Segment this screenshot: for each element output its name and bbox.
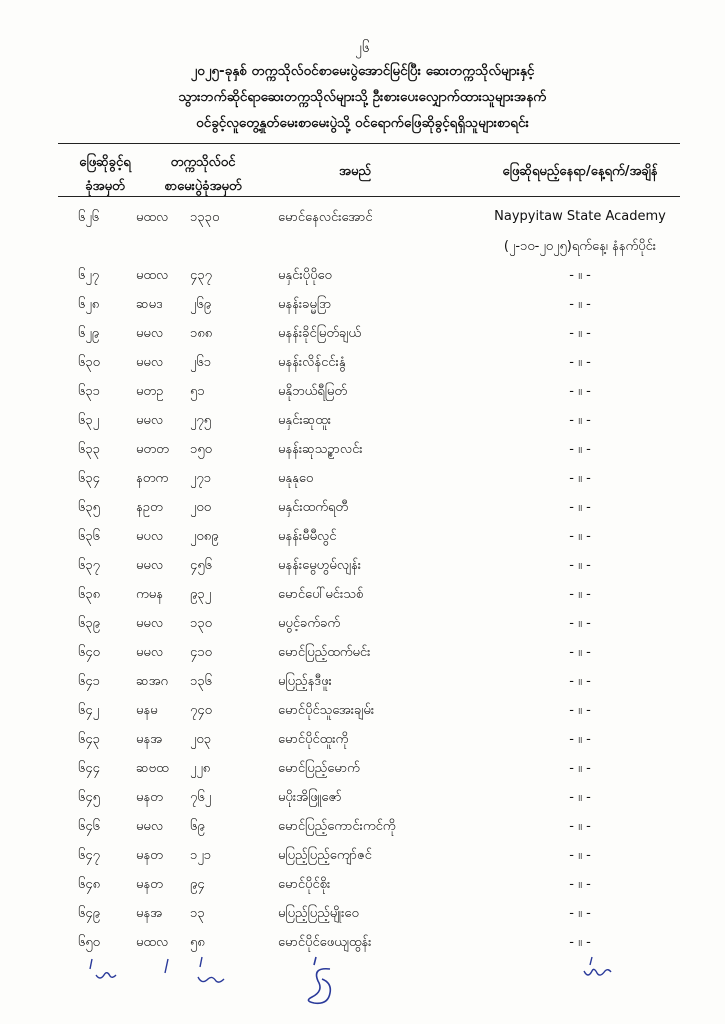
table-row — [0, 698, 725, 727]
exam-place-ditto: - ။ - — [569, 906, 591, 921]
candidate-name: မနန်းမီမီလွင် — [278, 529, 337, 544]
header-seat-no-line2: ခုံအမှတ် — [85, 179, 125, 194]
candidate-name: မပြည့်ပြည့်ကျော်ဇင် — [278, 848, 372, 863]
seat-number: ၆၄၀ — [78, 645, 100, 660]
candidate-name: မနှင်းဆုထူး — [278, 413, 332, 428]
exam-roll-number: ၂၂၈ — [190, 761, 211, 776]
seat-number: ၆၃၃ — [78, 442, 100, 457]
title-line-1: ၂၀၂၅-ခုနှစ် တက္ကသိုလ်ဝင်စာမေးပွဲအောင်မြင်ပြီး ဆေးတက္ကသိုလ်များနှင့် — [190, 63, 535, 79]
table-body — [0, 205, 725, 959]
exam-roll-number: ၉၃၂ — [190, 587, 212, 602]
exam-place-ditto: - ။ - — [569, 761, 591, 776]
seat-number: ၆၄၃ — [78, 732, 100, 747]
header-name: အမည် — [339, 164, 371, 179]
header-exam-roll-line2: စာမေးပွဲခုံအမှတ် — [164, 179, 242, 194]
seat-number: ၆၅၀ — [78, 935, 100, 950]
table-row — [0, 379, 725, 408]
candidate-name: မောင်ပြည့်ထက်မင်း — [278, 645, 371, 660]
seat-number: ၆၂၆ — [78, 210, 100, 225]
candidate-name: မောင်ပြည့်မောက် — [278, 761, 360, 776]
seat-number: ၆၃၈ — [78, 587, 101, 602]
table-row — [0, 524, 725, 553]
exam-center-code: ဆမဒ — [136, 297, 163, 312]
exam-center-code: ကမန — [136, 587, 163, 602]
table-row — [0, 901, 725, 930]
candidate-name: မောင်ပိုင်သူအေးချမ်း — [278, 703, 375, 718]
table-row — [0, 408, 725, 437]
exam-place-ditto: - ။ - — [569, 848, 591, 863]
exam-center-code: မမလ — [136, 413, 164, 428]
seat-number: ၆၄၅ — [78, 790, 100, 805]
seat-number: ၆၃၁ — [78, 384, 100, 399]
exam-place-ditto: - ။ - — [569, 558, 591, 573]
exam-center-code: မမလ — [136, 326, 164, 341]
seat-number: ၆၃၉ — [78, 616, 100, 631]
exam-center-code: မပလ — [136, 529, 164, 544]
table-row — [0, 263, 725, 292]
exam-center-code: မနမ — [136, 703, 158, 718]
exam-roll-number: ၆၉ — [190, 819, 205, 834]
seat-number: ၆၂၉ — [78, 326, 100, 341]
signature-1 — [86, 955, 126, 985]
table-header-rule — [58, 196, 680, 197]
exam-roll-number: ၂၀၈၉ — [190, 529, 219, 544]
title-line-2: သွားဘက်ဆိုင်ရာဆေးတက္ကသိုလ်များသို့ ဦးစားပေးလျှောက်ထားသူများအနက် — [178, 89, 547, 105]
table-row — [0, 727, 725, 756]
table-row — [0, 785, 725, 814]
exam-center-code: မနတ — [136, 790, 163, 805]
exam-roll-number: ၁၂၁ — [190, 848, 212, 863]
candidate-name: မပြည့်ပြည့်မျိုးဝေ — [278, 906, 359, 921]
seat-number: ၆၂၇ — [78, 268, 100, 283]
exam-center-code: မထလ — [136, 210, 169, 225]
exam-roll-number: ၂၀၀ — [190, 500, 212, 515]
seat-number: ၆၃၂ — [78, 413, 100, 428]
exam-roll-number: ၁၈၈ — [190, 326, 213, 341]
exam-roll-number: ၂၆၉ — [190, 297, 212, 312]
exam-roll-number: ၄၃၇ — [190, 268, 212, 283]
seat-number: ၆၄၆ — [78, 819, 100, 834]
exam-place-ditto: - ။ - — [569, 355, 591, 370]
exam-center-code: မတဥ — [136, 384, 164, 399]
seat-number: ၆၄၂ — [78, 703, 100, 718]
exam-place-ditto: - ။ - — [569, 297, 591, 312]
seat-number: ၆၄၁ — [78, 674, 100, 689]
table-row — [0, 321, 725, 350]
candidate-name: မပိုးအိဖြူဇော် — [278, 790, 342, 805]
candidate-name: မောင်ပိုင်ဖေယျထွန်း — [278, 935, 372, 950]
exam-roll-number: ၂၀၃ — [190, 732, 212, 747]
header-exam-roll — [138, 151, 268, 199]
seat-number: ၆၃၆ — [78, 529, 100, 544]
exam-roll-number: ၂၇၁ — [190, 471, 212, 486]
signature-5 — [580, 955, 620, 985]
exam-place-ditto: - ။ - — [569, 703, 591, 718]
table-row — [0, 756, 725, 785]
table-row — [0, 582, 725, 611]
exam-place-ditto: - ။ - — [569, 819, 591, 834]
exam-place-ditto: - ။ - — [569, 326, 591, 341]
header-place: ဖြေဆိုရမည့်နေရာ/နေ့ရက်/အချိန် — [502, 164, 658, 179]
candidate-name: မနန်းဆုသဥ္စာလင်း — [278, 442, 363, 457]
candidate-name: မောင်နေလင်းအောင် — [278, 210, 373, 225]
exam-center-code: မမလ — [136, 645, 164, 660]
page-number: ၂၆ — [355, 40, 370, 56]
candidate-name: မောင်ပေါ်မင်းသစ် — [278, 587, 364, 602]
table-top-rule — [58, 143, 680, 144]
exam-place-ditto: - ။ - — [569, 442, 591, 457]
candidate-name: မနှင်းပိုပိုဝေ — [278, 268, 332, 283]
table-row — [0, 814, 725, 843]
exam-place-ditto: - ။ - — [569, 616, 591, 631]
exam-center-code: မတတ — [136, 442, 169, 457]
candidate-name: မပြည့်နဒီဖူး — [278, 674, 332, 689]
exam-place-ditto: - ။ - — [569, 471, 591, 486]
seat-number: ၆၄၈ — [78, 877, 101, 892]
exam-place-ditto: - ။ - — [569, 384, 591, 399]
exam-roll-number: ၁၃၃၀ — [190, 210, 220, 225]
exam-roll-number: ၁၃၀ — [190, 616, 212, 631]
seat-number: ၆၄၉ — [78, 906, 100, 921]
candidate-name: မောင်ပိုင်စိုး — [278, 877, 331, 892]
exam-place-ditto: - ။ - — [569, 500, 591, 515]
exam-roll-number: ၁၅၀ — [190, 442, 212, 457]
exam-center-code: မထလ — [136, 268, 169, 283]
signature-3 — [192, 955, 232, 989]
table-row — [0, 669, 725, 698]
table-row — [0, 437, 725, 466]
exam-place-ditto: - ။ - — [569, 732, 591, 747]
table-row — [0, 205, 725, 263]
exam-center-code: မမလ — [136, 616, 164, 631]
exam-date-time: (၂-၁၀-၂၀၂၅)ရက်နေ့၊ နံနက်ပိုင်း — [503, 239, 657, 254]
seat-number: ၆၃၅ — [78, 500, 100, 515]
exam-place: Naypyitaw State Academy — [494, 209, 666, 224]
exam-place-ditto: - ။ - — [569, 935, 591, 950]
candidate-name: မနန်းခမ္မဒြာ — [278, 297, 332, 312]
candidate-name: မောင်ပိုင်ထူးကို — [278, 732, 349, 747]
exam-place-ditto: - ။ - — [569, 877, 591, 892]
exam-center-code: မနအ — [136, 732, 163, 747]
table-row — [0, 350, 725, 379]
signature-4 — [300, 955, 350, 1005]
table-row — [0, 872, 725, 901]
table-row — [0, 640, 725, 669]
exam-center-code: ဆအဂ — [136, 674, 168, 689]
exam-center-code: မနတ — [136, 877, 163, 892]
exam-roll-number: ၇၄၀ — [190, 703, 212, 718]
exam-roll-number: ၄၅၆ — [190, 558, 212, 573]
exam-place-ditto: - ။ - — [569, 413, 591, 428]
seat-number: ၆၂၈ — [78, 297, 100, 312]
exam-roll-number: ၂၆၁ — [190, 355, 212, 370]
exam-roll-number: ၄၁၀ — [190, 645, 212, 660]
seat-number: ၆၃၄ — [78, 471, 100, 486]
title-line-3: ဝင်ခွင့်လူတွေ့နှုတ်မေးစာမေးပွဲသို့ ဝင်ရောက်ဖြေဆိုခွင့်ရရှိသူများစာရင်း — [196, 115, 529, 131]
exam-center-code: မမလ — [136, 355, 164, 370]
exam-roll-number: ၂၇၅ — [190, 413, 212, 428]
signature-2 — [160, 955, 174, 979]
exam-center-code: မမလ — [136, 558, 164, 573]
exam-place-ditto: - ။ - — [569, 529, 591, 544]
exam-roll-number: ၅၈ — [190, 935, 205, 950]
header-seat-no — [60, 151, 150, 199]
seat-number: ၆၄၄ — [78, 761, 100, 776]
exam-place-ditto: - ။ - — [569, 268, 591, 283]
table-row — [0, 611, 725, 640]
candidate-name: မနှင်းထက်ရတီ — [278, 500, 349, 515]
table-row — [0, 843, 725, 872]
table-row — [0, 553, 725, 582]
signatures — [0, 955, 725, 1015]
candidate-name: မနန်းလိန်ငင်းနွံ — [278, 355, 346, 370]
header-exam-roll-line1: တက္ကသိုလ်ဝင် — [170, 155, 236, 170]
candidate-name: မနန်းခိုင်မြတ်ချယ် — [278, 326, 361, 341]
exam-center-code: မနအ — [136, 906, 163, 921]
candidate-name: မပွင့်ခက်ခက် — [278, 616, 341, 631]
exam-roll-number: ၁၃ — [190, 906, 205, 921]
exam-center-code: မထလ — [136, 935, 169, 950]
table-row — [0, 292, 725, 321]
exam-place-ditto: - ။ - — [569, 790, 591, 805]
exam-place-ditto: - ။ - — [569, 587, 591, 602]
candidate-name: မနန်းမွေဟွမ်လျန်း — [278, 558, 362, 573]
exam-place-ditto: - ။ - — [569, 645, 591, 660]
candidate-name: မနိုဘယ်ရီမြတ် — [278, 384, 348, 399]
header-seat-no-line1: ဖြေဆိုခွင့်ရ — [79, 155, 131, 170]
exam-roll-number: ၉၄ — [190, 877, 205, 892]
candidate-name: မောင်ပြည့်ကောင်းကင်ကို — [278, 819, 396, 834]
table-row — [0, 466, 725, 495]
seat-number: ၆၃၇ — [78, 558, 100, 573]
seat-number: ၆၄၇ — [78, 848, 100, 863]
exam-center-code: ဆဗထ — [136, 761, 169, 776]
exam-place-ditto: - ။ - — [569, 674, 591, 689]
candidate-name: မနုနုဝေ — [278, 471, 314, 486]
exam-center-code: မနတ — [136, 848, 163, 863]
exam-roll-number: ၁၃၆ — [190, 674, 212, 689]
seat-number: ၆၃၀ — [78, 355, 100, 370]
table-row — [0, 495, 725, 524]
exam-center-code: မမလ — [136, 819, 164, 834]
exam-roll-number: ၇၆၂ — [190, 790, 212, 805]
exam-center-code: နတက — [136, 471, 169, 486]
exam-roll-number: ၅၁ — [190, 384, 205, 399]
exam-center-code: နဥတ — [136, 500, 163, 515]
